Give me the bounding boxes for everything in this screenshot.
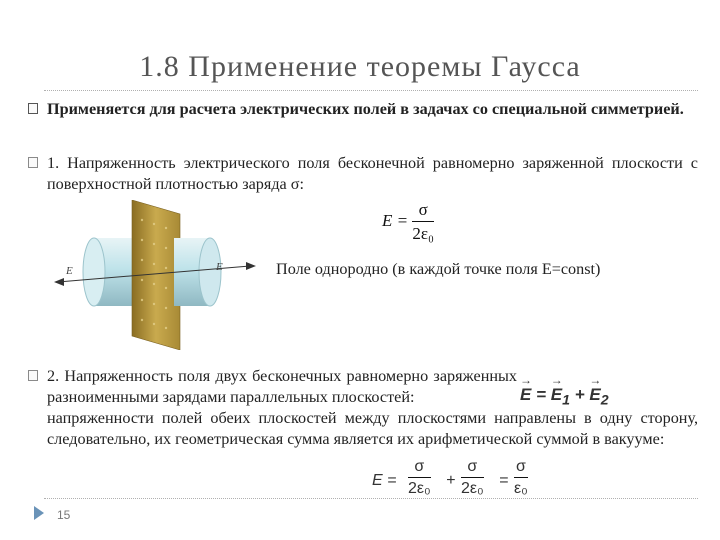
slide-marker-triangle-icon <box>34 506 44 520</box>
uniform-field-note: Поле однородно (в каждой точке поля E=const) <box>276 260 601 278</box>
sum-lhs: E = <box>372 472 397 489</box>
cylinder-end-left <box>83 238 105 306</box>
sum-fraction-1 <box>408 458 431 498</box>
bullet-icon <box>28 103 38 114</box>
item1-text: 1. Напряженность электрического поля бесконечной равномерно заряженной плоскости с поверхностной плотностью заряда σ: <box>47 154 698 193</box>
intro-text: Применяется для расчета электрических полей в задачах со специальной симметрией. <box>47 100 684 118</box>
title-divider <box>44 90 698 91</box>
formula-fraction <box>412 200 434 244</box>
formula-denominator: 2ε₀ <box>412 224 434 243</box>
formula-lhs: E = <box>382 210 409 230</box>
vector-plus: + <box>574 385 585 404</box>
formula-plane-field <box>382 200 434 244</box>
vector-e2: → E <box>589 385 600 405</box>
vector-e1: → E <box>551 385 562 405</box>
item2-text-rest: напряженности полей обеих плоскостей между плоскостями направлены в одну сторону, следовательно, их геометрическая сумма является их арифметической суммой в вакууме: <box>47 409 698 448</box>
sum-frac3-num: σ <box>514 458 528 478</box>
vector-sum-formula <box>520 385 609 408</box>
page-number: 15 <box>57 508 71 522</box>
sum-frac1-num: σ <box>408 458 431 478</box>
sum-fraction-3 <box>514 458 528 498</box>
formula-numerator: σ <box>412 200 434 222</box>
two-plane-sum-formula <box>368 452 538 512</box>
field-arrow-right-icon <box>246 262 256 270</box>
field-arrow-left-icon <box>54 278 64 286</box>
vector-eq: = <box>536 385 547 404</box>
sum-frac1-den: 2ε₀ <box>408 480 431 497</box>
sum-frac2-den: 2ε₀ <box>461 480 484 497</box>
sum-fraction-2 <box>461 458 484 498</box>
bullet-icon <box>28 157 38 168</box>
sum-plus: + <box>446 472 456 489</box>
vector-e1-sub: 1 <box>562 392 570 409</box>
field-label-right: E <box>216 261 223 273</box>
vector-e2-sub: 2 <box>600 392 609 409</box>
footer-divider <box>44 498 698 499</box>
sum-frac2-num: σ <box>461 458 484 478</box>
field-label-left: E <box>66 265 73 277</box>
slide-title: 1.8 Применение теоремы Гаусса <box>139 50 581 83</box>
vector-e: → E <box>520 385 531 405</box>
charged-plane-illustration <box>50 200 260 350</box>
sum-frac3-den: ε₀ <box>514 480 528 497</box>
item2-text-line1: 2. Напряженность поля двух бесконечных равномерно заряженных разноименными зарядами параллельных плоскостей: <box>47 367 517 406</box>
bullet-icon <box>28 370 38 381</box>
sum-eq: = <box>499 472 509 489</box>
